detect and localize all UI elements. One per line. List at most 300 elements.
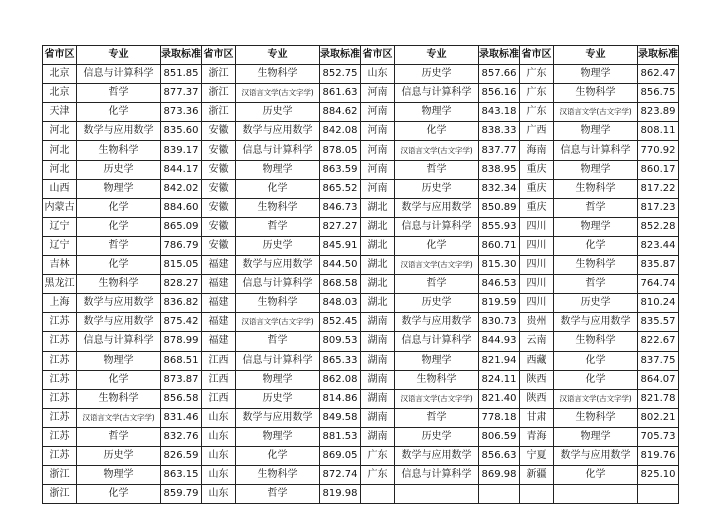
major-cell: 信息与计算科学 (77, 65, 161, 84)
major-cell: 数学与应用数学 (77, 122, 161, 141)
province-cell: 重庆 (520, 179, 554, 198)
table-row (43, 446, 679, 465)
table-row (43, 389, 679, 408)
score-cell: 881.53 (320, 427, 361, 446)
major-cell: 物理学 (236, 370, 320, 389)
province-cell: 山东 (202, 408, 236, 427)
province-cell: 湖南 (361, 332, 395, 351)
major-cell: 信息与计算科学 (395, 332, 479, 351)
major-cell: 信息与计算科学 (236, 275, 320, 294)
major-cell: 物理学 (554, 65, 638, 84)
table-row (43, 217, 679, 236)
major-cell: 化学 (554, 236, 638, 255)
province-cell: 广东 (520, 103, 554, 122)
score-cell: 770.92 (638, 141, 679, 160)
score-cell: 819.98 (320, 485, 361, 504)
major-cell: 物理学 (77, 179, 161, 198)
province-header: 省市区 (43, 46, 77, 65)
province-cell: 湖北 (361, 256, 395, 275)
score-cell: 865.52 (320, 179, 361, 198)
major-cell: 历史学 (395, 427, 479, 446)
score-cell: 852.75 (320, 65, 361, 84)
table-row (43, 122, 679, 141)
province-cell: 河南 (361, 122, 395, 141)
province-cell: 河北 (43, 141, 77, 160)
score-cell: 873.87 (161, 370, 202, 389)
score-cell: 778.18 (479, 408, 520, 427)
province-cell: 安徽 (202, 122, 236, 141)
province-cell: 江苏 (43, 313, 77, 332)
province-cell (520, 485, 554, 504)
major-cell: 哲学 (77, 236, 161, 255)
province-cell: 江西 (202, 370, 236, 389)
table-row (43, 236, 679, 255)
major-cell: 信息与计算科学 (395, 466, 479, 485)
province-cell: 广东 (520, 84, 554, 103)
score-cell: 822.67 (638, 332, 679, 351)
score-cell: 836.82 (161, 294, 202, 313)
major-cell: 化学 (77, 217, 161, 236)
province-cell: 江西 (202, 389, 236, 408)
score-cell: 823.44 (638, 236, 679, 255)
table-row (43, 65, 679, 84)
major-cell: 汉语言文学(古文字学) (395, 389, 479, 408)
province-cell: 河南 (361, 103, 395, 122)
major-cell: 生物科学 (77, 275, 161, 294)
major-cell: 历史学 (236, 236, 320, 255)
score-cell: 846.73 (320, 198, 361, 217)
score-cell: 844.17 (161, 160, 202, 179)
score-cell: 844.93 (479, 332, 520, 351)
major-cell: 数学与应用数学 (236, 122, 320, 141)
major-cell: 生物科学 (236, 198, 320, 217)
major-cell: 生物科学 (554, 84, 638, 103)
province-cell: 四川 (520, 275, 554, 294)
major-cell: 数学与应用数学 (395, 313, 479, 332)
score-cell: 855.93 (479, 217, 520, 236)
province-cell: 福建 (202, 332, 236, 351)
score-cell: 845.91 (320, 236, 361, 255)
province-cell: 江苏 (43, 351, 77, 370)
table-body (43, 65, 679, 504)
major-cell: 物理学 (236, 160, 320, 179)
province-cell: 山东 (202, 427, 236, 446)
province-cell: 云南 (520, 332, 554, 351)
province-cell: 湖北 (361, 217, 395, 236)
province-cell: 福建 (202, 275, 236, 294)
province-cell: 重庆 (520, 198, 554, 217)
major-cell: 历史学 (395, 65, 479, 84)
province-cell: 天津 (43, 103, 77, 122)
score-cell: 857.66 (479, 65, 520, 84)
score-cell: 878.05 (320, 141, 361, 160)
table-row (43, 332, 679, 351)
major-cell: 信息与计算科学 (77, 332, 161, 351)
major-cell: 数学与应用数学 (395, 446, 479, 465)
table-header-row (43, 46, 679, 65)
province-cell: 安徽 (202, 217, 236, 236)
major-cell: 物理学 (554, 122, 638, 141)
major-cell: 物理学 (395, 103, 479, 122)
major-cell: 汉语言文学(古文字学) (236, 84, 320, 103)
province-cell: 湖南 (361, 313, 395, 332)
table-row (43, 466, 679, 485)
score-header: 录取标准 (479, 46, 520, 65)
major-cell: 生物科学 (77, 389, 161, 408)
major-cell: 信息与计算科学 (395, 217, 479, 236)
major-cell: 汉语言文学(古文字学) (395, 256, 479, 275)
province-cell: 安徽 (202, 141, 236, 160)
major-cell: 哲学 (236, 217, 320, 236)
province-cell: 安徽 (202, 236, 236, 255)
province-cell: 河北 (43, 160, 77, 179)
table-row (43, 408, 679, 427)
score-cell: 830.73 (479, 313, 520, 332)
score-cell: 856.58 (161, 389, 202, 408)
province-cell: 北京 (43, 65, 77, 84)
province-cell: 甘肃 (520, 408, 554, 427)
major-cell: 化学 (77, 103, 161, 122)
score-cell: 835.57 (638, 313, 679, 332)
major-cell: 物理学 (554, 217, 638, 236)
table-row (43, 294, 679, 313)
score-cell: 884.62 (320, 103, 361, 122)
score-cell: 862.08 (320, 370, 361, 389)
score-cell: 827.27 (320, 217, 361, 236)
province-cell: 河南 (361, 179, 395, 198)
province-cell: 山东 (361, 65, 395, 84)
major-cell: 物理学 (554, 160, 638, 179)
major-cell: 数学与应用数学 (77, 294, 161, 313)
major-cell: 物理学 (236, 427, 320, 446)
major-cell: 哲学 (77, 84, 161, 103)
province-cell: 湖北 (361, 236, 395, 255)
major-cell: 哲学 (236, 485, 320, 504)
province-cell: 湖北 (361, 198, 395, 217)
province-cell: 浙江 (43, 466, 77, 485)
score-cell: 837.75 (638, 351, 679, 370)
score-cell: 842.08 (320, 122, 361, 141)
province-cell: 青海 (520, 427, 554, 446)
table-row (43, 351, 679, 370)
major-cell: 化学 (77, 485, 161, 504)
major-cell: 哲学 (554, 275, 638, 294)
score-cell: 869.98 (479, 466, 520, 485)
major-cell: 化学 (236, 179, 320, 198)
province-cell: 河南 (361, 84, 395, 103)
major-cell: 化学 (395, 236, 479, 255)
province-cell: 山西 (43, 179, 77, 198)
score-cell: 842.02 (161, 179, 202, 198)
province-cell: 湖北 (361, 275, 395, 294)
score-header: 录取标准 (161, 46, 202, 65)
table-row (43, 485, 679, 504)
score-cell: 872.74 (320, 466, 361, 485)
major-cell: 物理学 (395, 351, 479, 370)
table-row (43, 84, 679, 103)
score-cell: 786.79 (161, 236, 202, 255)
admission-scores-table (42, 45, 679, 504)
province-cell: 广西 (520, 122, 554, 141)
major-cell: 历史学 (77, 446, 161, 465)
province-cell: 湖北 (361, 294, 395, 313)
major-cell (554, 485, 638, 504)
score-cell (638, 485, 679, 504)
province-cell: 上海 (43, 294, 77, 313)
score-cell: 865.33 (320, 351, 361, 370)
score-cell: 869.05 (320, 446, 361, 465)
score-cell: 821.78 (638, 389, 679, 408)
score-cell: 860.71 (479, 236, 520, 255)
score-cell: 844.50 (320, 256, 361, 275)
score-cell: 821.40 (479, 389, 520, 408)
major-cell: 化学 (77, 370, 161, 389)
province-cell: 广东 (520, 65, 554, 84)
major-cell: 哲学 (395, 160, 479, 179)
score-cell: 862.47 (638, 65, 679, 84)
score-cell: 873.36 (161, 103, 202, 122)
score-cell: 856.16 (479, 84, 520, 103)
province-cell: 湖南 (361, 351, 395, 370)
score-header: 录取标准 (320, 46, 361, 65)
table-row (43, 198, 679, 217)
score-cell: 823.89 (638, 103, 679, 122)
province-cell: 贵州 (520, 313, 554, 332)
score-cell: 856.75 (638, 84, 679, 103)
province-cell: 湖南 (361, 370, 395, 389)
score-cell (479, 485, 520, 504)
province-cell: 辽宁 (43, 217, 77, 236)
province-cell: 浙江 (202, 65, 236, 84)
major-cell: 历史学 (395, 179, 479, 198)
score-cell: 810.24 (638, 294, 679, 313)
province-cell: 北京 (43, 84, 77, 103)
major-cell: 汉语言文学(古文字学) (554, 389, 638, 408)
score-cell: 863.59 (320, 160, 361, 179)
score-cell: 835.87 (638, 256, 679, 275)
major-cell: 历史学 (395, 294, 479, 313)
major-cell: 历史学 (236, 103, 320, 122)
province-cell: 海南 (520, 141, 554, 160)
province-cell: 四川 (520, 217, 554, 236)
major-cell: 生物科学 (554, 332, 638, 351)
score-cell: 815.05 (161, 256, 202, 275)
table-row (43, 313, 679, 332)
score-cell: 832.76 (161, 427, 202, 446)
table-row (43, 179, 679, 198)
major-cell: 化学 (77, 256, 161, 275)
major-cell: 生物科学 (554, 179, 638, 198)
score-cell: 878.99 (161, 332, 202, 351)
province-cell: 内蒙古 (43, 198, 77, 217)
province-cell: 浙江 (43, 485, 77, 504)
province-cell (361, 485, 395, 504)
table-row (43, 370, 679, 389)
province-cell: 黑龙江 (43, 275, 77, 294)
major-cell: 生物科学 (77, 141, 161, 160)
major-cell: 数学与应用数学 (236, 256, 320, 275)
major-cell: 物理学 (554, 427, 638, 446)
province-cell: 安徽 (202, 198, 236, 217)
table-row (43, 427, 679, 446)
major-cell: 信息与计算科学 (236, 351, 320, 370)
table-row (43, 103, 679, 122)
province-cell: 辽宁 (43, 236, 77, 255)
province-cell: 福建 (202, 294, 236, 313)
score-cell: 868.58 (320, 275, 361, 294)
admission-table-container (42, 45, 678, 504)
score-cell: 809.53 (320, 332, 361, 351)
province-cell: 江苏 (43, 370, 77, 389)
major-cell: 汉语言文学(古文字学) (236, 313, 320, 332)
major-cell: 化学 (554, 370, 638, 389)
table-row (43, 160, 679, 179)
score-cell: 808.11 (638, 122, 679, 141)
major-cell: 生物科学 (395, 370, 479, 389)
province-cell: 浙江 (202, 103, 236, 122)
score-cell: 838.33 (479, 122, 520, 141)
major-cell: 汉语言文学(古文字学) (395, 141, 479, 160)
major-cell: 数学与应用数学 (77, 313, 161, 332)
major-cell: 哲学 (395, 275, 479, 294)
province-cell: 广东 (361, 446, 395, 465)
major-header: 专业 (395, 46, 479, 65)
score-cell: 864.07 (638, 370, 679, 389)
score-cell: 884.60 (161, 198, 202, 217)
province-cell: 江苏 (43, 446, 77, 465)
major-cell: 信息与计算科学 (236, 141, 320, 160)
province-cell: 江苏 (43, 408, 77, 427)
score-cell: 835.60 (161, 122, 202, 141)
score-cell: 819.59 (479, 294, 520, 313)
score-cell: 839.17 (161, 141, 202, 160)
score-cell: 852.45 (320, 313, 361, 332)
major-cell: 历史学 (236, 389, 320, 408)
score-cell: 705.73 (638, 427, 679, 446)
score-cell: 861.63 (320, 84, 361, 103)
score-cell: 865.09 (161, 217, 202, 236)
province-header: 省市区 (520, 46, 554, 65)
major-cell: 生物科学 (236, 466, 320, 485)
province-cell: 广东 (361, 466, 395, 485)
province-header: 省市区 (361, 46, 395, 65)
province-cell: 安徽 (202, 160, 236, 179)
major-cell: 汉语言文学(古文字学) (554, 103, 638, 122)
province-cell: 山东 (202, 485, 236, 504)
score-cell: 852.28 (638, 217, 679, 236)
score-cell: 814.86 (320, 389, 361, 408)
major-cell: 物理学 (77, 466, 161, 485)
score-cell: 851.85 (161, 65, 202, 84)
score-cell: 817.23 (638, 198, 679, 217)
province-cell: 陕西 (520, 389, 554, 408)
province-cell: 四川 (520, 256, 554, 275)
province-cell: 江苏 (43, 427, 77, 446)
province-cell: 河南 (361, 141, 395, 160)
province-cell: 江苏 (43, 332, 77, 351)
province-cell: 安徽 (202, 179, 236, 198)
province-cell: 吉林 (43, 256, 77, 275)
score-cell: 843.18 (479, 103, 520, 122)
major-cell: 哲学 (77, 427, 161, 446)
major-cell: 信息与计算科学 (554, 141, 638, 160)
major-cell: 物理学 (77, 351, 161, 370)
province-cell: 四川 (520, 236, 554, 255)
score-cell: 831.46 (161, 408, 202, 427)
major-cell: 历史学 (77, 160, 161, 179)
major-cell: 化学 (554, 466, 638, 485)
score-cell: 819.76 (638, 446, 679, 465)
score-cell: 848.03 (320, 294, 361, 313)
major-cell: 哲学 (395, 408, 479, 427)
major-header: 专业 (77, 46, 161, 65)
province-cell: 湖南 (361, 408, 395, 427)
province-cell: 陕西 (520, 370, 554, 389)
province-cell: 山东 (202, 446, 236, 465)
province-cell: 湖南 (361, 427, 395, 446)
major-cell: 历史学 (554, 294, 638, 313)
score-cell: 837.77 (479, 141, 520, 160)
score-cell: 856.63 (479, 446, 520, 465)
major-cell: 化学 (77, 198, 161, 217)
score-cell: 826.59 (161, 446, 202, 465)
score-cell: 802.21 (638, 408, 679, 427)
major-cell: 生物科学 (554, 408, 638, 427)
major-header: 专业 (236, 46, 320, 65)
province-cell: 江苏 (43, 389, 77, 408)
province-cell: 西藏 (520, 351, 554, 370)
score-cell: 846.53 (479, 275, 520, 294)
score-cell: 815.30 (479, 256, 520, 275)
score-cell: 877.37 (161, 84, 202, 103)
score-cell: 764.74 (638, 275, 679, 294)
province-cell: 河南 (361, 160, 395, 179)
score-cell: 825.10 (638, 466, 679, 485)
province-cell: 四川 (520, 294, 554, 313)
score-header: 录取标准 (638, 46, 679, 65)
major-cell: 生物科学 (554, 256, 638, 275)
score-cell: 850.89 (479, 198, 520, 217)
score-cell: 817.22 (638, 179, 679, 198)
major-cell: 数学与应用数学 (236, 408, 320, 427)
score-cell: 859.79 (161, 485, 202, 504)
score-cell: 838.95 (479, 160, 520, 179)
major-cell: 数学与应用数学 (395, 198, 479, 217)
major-cell: 化学 (395, 122, 479, 141)
major-cell: 哲学 (554, 198, 638, 217)
province-cell: 新疆 (520, 466, 554, 485)
major-cell: 信息与计算科学 (395, 84, 479, 103)
score-cell: 821.94 (479, 351, 520, 370)
table-row (43, 141, 679, 160)
province-cell: 宁夏 (520, 446, 554, 465)
major-cell: 汉语言文学(古文字学) (77, 408, 161, 427)
score-cell: 863.15 (161, 466, 202, 485)
score-cell: 875.42 (161, 313, 202, 332)
score-cell: 832.34 (479, 179, 520, 198)
province-cell: 河北 (43, 122, 77, 141)
province-cell: 湖南 (361, 389, 395, 408)
score-cell: 849.58 (320, 408, 361, 427)
score-cell: 860.17 (638, 160, 679, 179)
major-cell: 生物科学 (236, 294, 320, 313)
major-cell: 化学 (554, 351, 638, 370)
major-cell (395, 485, 479, 504)
major-header: 专业 (554, 46, 638, 65)
province-header: 省市区 (202, 46, 236, 65)
major-cell: 哲学 (236, 332, 320, 351)
table-row (43, 256, 679, 275)
